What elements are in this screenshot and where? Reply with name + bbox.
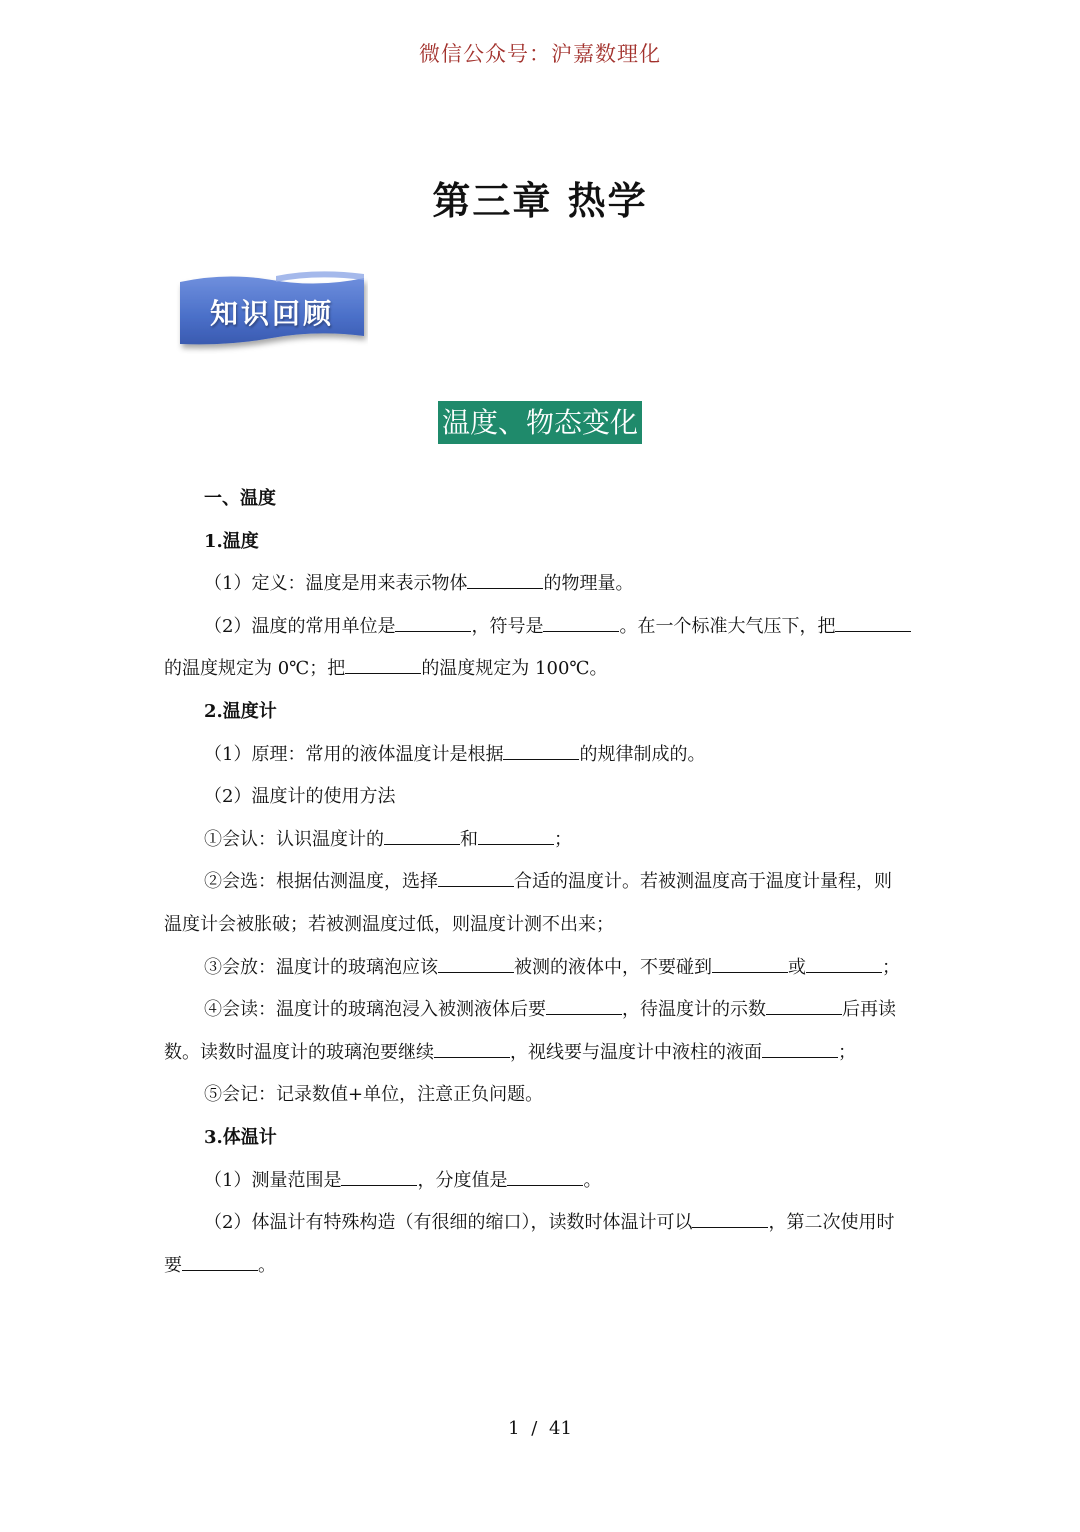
answer-blank[interactable] [182,1254,258,1271]
answer-blank[interactable] [384,828,460,845]
question-line: （1）原理：常用的液体温度计是根据 的规律制成的。 [204,743,706,765]
question-line: ⑤会记：记录数值+单位，注意正负问题。 [204,1084,544,1106]
answer-blank[interactable] [341,1169,417,1186]
question-line: （2）温度的常用单位是 ，符号是 。在一个标准大气压下，把 [164,606,919,649]
question-line: ③会放：温度计的玻璃泡应该 被测的液体中，不要碰到 或 ； [204,956,900,978]
question-line: （2）体温计有特殊构造（有很细的缩口），读数时体温计可以 ，第二次使用时 [204,1212,895,1234]
question-line: ①会认：认识温度计的 和 ； [204,828,572,850]
question-line: （1）测量范围是 ，分度值是 。 [204,1169,602,1191]
banner-label: 知识回顾 [209,297,334,330]
answer-blank[interactable] [507,1169,583,1186]
answer-blank[interactable] [503,743,579,760]
section-tag: 温度、物态变化 [438,401,642,444]
question-line: ②会选：根据估测温度，选择 合适的温度计。若被测温度高于温度计量程，则 [204,871,892,893]
question-line: 温度计会被胀破；若被测温度过低，则温度计测不出来； [164,913,614,935]
question-line: ④会读：温度计的玻璃泡浸入被测液体后要 ，待温度计的示数 后再读 [204,999,896,1021]
answer-blank[interactable] [835,615,911,632]
page-number: 1 / 41 [508,1418,572,1439]
answer-blank[interactable] [806,956,882,973]
question-line: 数。读数时温度计的玻璃泡要继续 ，视线要与温度计中液柱的液面 ； [164,1041,856,1063]
answer-blank[interactable] [467,572,543,589]
chapter-title: 第三章 热学 [432,179,648,223]
answer-blank[interactable] [712,956,788,973]
subheading-thermometer: 2.温度计 [204,700,277,722]
answer-blank[interactable] [543,615,619,632]
answer-blank[interactable] [345,657,421,674]
answer-blank[interactable] [395,615,471,632]
worksheet-content [164,478,919,1287]
question-line: 的温度规定为 0℃；把 的温度规定为 100℃。 [164,658,608,680]
answer-blank[interactable] [434,1041,510,1058]
answer-blank[interactable] [762,1041,838,1058]
knowledge-review-banner [176,270,368,354]
subheading-temperature: 1.温度 [204,530,259,552]
answer-blank[interactable] [766,998,842,1015]
question-line: （2）温度计的使用方法 [204,786,396,808]
question-line: （1）定义：温度是用来表示物体 的物理量。 [204,573,634,595]
answer-blank[interactable] [692,1211,768,1228]
answer-blank[interactable] [438,956,514,973]
question-line: 要 。 [164,1254,276,1276]
answer-blank[interactable] [438,870,514,887]
answer-blank[interactable] [478,828,554,845]
subheading-clinical-thermometer: 3.体温计 [204,1126,277,1148]
answer-blank[interactable] [546,998,622,1015]
section-heading: 一、温度 [204,488,276,509]
page-header: 微信公众号：沪嘉数理化 [419,42,661,66]
